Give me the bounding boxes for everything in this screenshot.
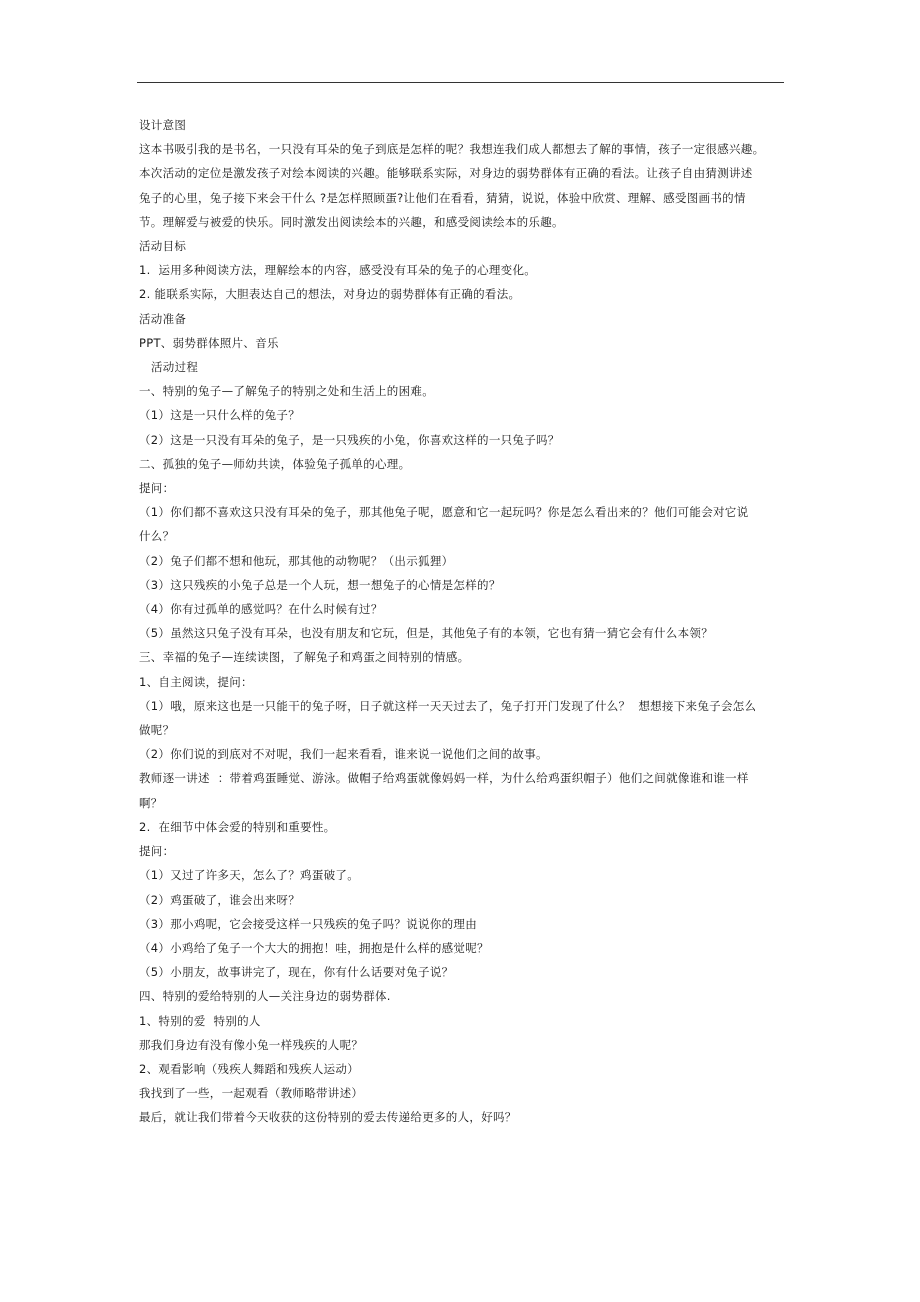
list-item: （1）又过了许多天，怎么了？鸡蛋破了。	[139, 868, 360, 883]
list-item: （2）你们说的到底对不对呢，我们一起来看看，谁来说一说他们之间的故事。	[139, 747, 548, 762]
paragraph-line: 提问：	[139, 481, 175, 496]
paragraph-line: 啊？	[139, 795, 163, 810]
list-item: （4）小鸡给了兔子一个大大的拥抱！哇，拥抱是什么样的感觉呢？	[139, 940, 489, 955]
list-item: （3）这只残疾的小兔子总是一个人玩，想一想兔子的心情是怎样的？	[139, 577, 501, 592]
list-item: （1）你们都不喜欢这只没有耳朵的兔子，那其他兔子呢，愿意和它一起玩吗？你是怎么看出来的？他们可能会对它说	[139, 505, 749, 520]
paragraph-line: 2、观看影响（残疾人舞蹈和残疾人运动）	[139, 1061, 360, 1076]
list-item: （3）那小鸡呢，它会接受这样一只残疾的兔子吗？说说你的理由	[139, 916, 478, 931]
section-heading-goals: 活动目标	[139, 239, 187, 254]
document-body	[139, 113, 784, 1130]
subsection-heading: 二、孤独的兔子—师幼共读，体验兔子孤单的心理。	[139, 456, 411, 471]
section-heading-preparation: 活动准备	[139, 311, 187, 326]
list-item: 2. 能联系实际，大胆表达自己的想法，对身边的弱势群体有正确的看法。	[139, 287, 521, 302]
list-item: （2）这是一只没有耳朵的兔子，是一只残疾的小兔，你喜欢这样的一只兔子吗？	[139, 432, 560, 447]
paragraph-line: 那我们身边有没有像小兔一样残疾的人呢？	[139, 1037, 364, 1052]
paragraph-line: 提问：	[139, 844, 175, 859]
list-item: （2）鸡蛋破了，谁会出来呀？	[139, 892, 301, 907]
paragraph-line: 1、特别的爱 特别的人	[139, 1013, 261, 1028]
paragraph-line: PPT、弱势群体照片、音乐	[139, 335, 279, 350]
paragraph-line: 兔子的心里，兔子接下来会干什么 ?是怎样照顾蛋?让他们在看看，猜猜，说说，体验中欣赏、理解、感受图画书的情	[139, 190, 746, 205]
section-heading-design-intent: 设计意图	[139, 118, 187, 132]
paragraph-line: 2. 在细节中体会爱的特别和重要性。	[139, 819, 336, 834]
subsection-heading: 四、特别的爱给特别的人—关注身边的弱势群体.	[139, 989, 391, 1004]
header-rule	[137, 82, 784, 83]
paragraph-line: 做呢？	[139, 723, 175, 738]
list-item: （5）小朋友，故事讲完了，现在，你有什么话要对兔子说？	[139, 965, 454, 980]
list-item: （1）这是一只什么样的兔子？	[139, 408, 301, 423]
section-heading-process: 活动过程	[151, 360, 199, 375]
paragraph-line: 本次活动的定位是激发孩子对绘本阅读的兴趣。能够联系实际，对身边的弱势群体有正确的看法。让孩子自由猜测讲述	[139, 166, 753, 181]
paragraph-line: 这本书吸引我的是书名，一只没有耳朵的兔子到底是怎样的呢？我想连我们成人都想去了解的事情，孩子一定很感兴趣。	[139, 142, 765, 157]
subsection-heading: 三、幸福的兔子—连续读图，了解兔子和鸡蛋之间特别的情感。	[139, 650, 470, 665]
list-item: （2）兔子们都不想和他玩，那其他的动物呢？（出示狐狸）	[139, 553, 454, 568]
list-item: （1）哦，原来这也是一只能干的兔子呀，日子就这样一天天过去了，兔子打开门发现了什么？ 想想接下来兔子会怎么	[139, 698, 757, 713]
list-item: （5）虽然这只兔子没有耳朵，也没有朋友和它玩，但是，其他兔子有的本领，它也有猜一猜它会有什么本领？	[139, 626, 714, 641]
paragraph-line: 1、自主阅读，提问：	[139, 674, 253, 689]
paragraph-line: 我找到了一些，一起观看（教师略带讲述）	[139, 1086, 364, 1101]
paragraph-line: 什么？	[139, 529, 175, 544]
paragraph-line: 教师逐一讲述 ：带着鸡蛋睡觉、游泳。做帽子给鸡蛋就像妈妈一样，为什么给鸡蛋织帽子）他们之间就像谁和谁一样	[139, 771, 749, 786]
paragraph-line: 最后，就让我们带着今天收获的这份特别的爱去传递给更多的人，好吗？	[139, 1110, 517, 1125]
list-item: （4）你有过孤单的感觉吗？在什么时候有过？	[139, 602, 383, 617]
paragraph-line: 节。理解爱与被爱的快乐。同时激发出阅读绘本的兴趣，和感受阅读绘本的乐趣。	[139, 214, 564, 229]
subsection-heading: 一、特别的兔子—了解兔子的特别之处和生活上的困难。	[139, 384, 434, 399]
list-item: 1. 运用多种阅读方法，理解绘本的内容，感受没有耳朵的兔子的心理变化。	[139, 263, 537, 278]
